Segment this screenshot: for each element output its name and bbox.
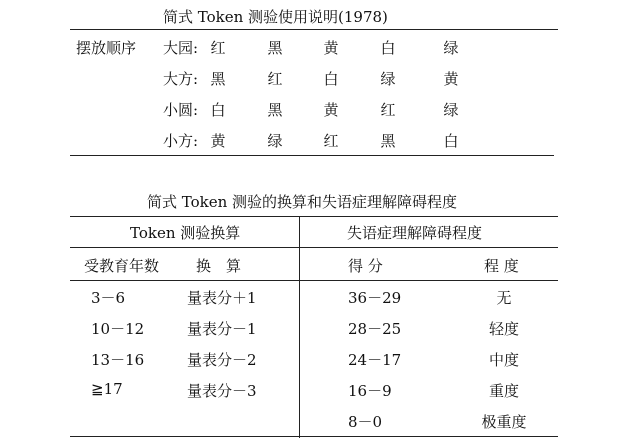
table2-bottom-rule bbox=[70, 436, 558, 437]
score-cell: 8－0 bbox=[348, 413, 383, 431]
color-cell: 黑 bbox=[210, 70, 226, 88]
conversion-cell: 量表分－2 bbox=[187, 351, 257, 369]
conversion-cell: 量表分－3 bbox=[187, 382, 257, 400]
table2-top-rule bbox=[70, 216, 558, 217]
score-cell: 16－9 bbox=[348, 382, 392, 400]
color-cell: 白 bbox=[210, 101, 226, 119]
color-cell: 白 bbox=[443, 132, 459, 150]
color-cell: 白 bbox=[323, 70, 339, 88]
group-header-left: Token 测验换算 bbox=[130, 224, 241, 242]
table1-title: 简式 Token 测验使用说明(1978) bbox=[163, 8, 388, 26]
color-cell: 黄 bbox=[323, 101, 339, 119]
score-cell: 28－25 bbox=[348, 320, 402, 338]
education-cell: 3－6 bbox=[91, 289, 126, 307]
degree-cell: 轻度 bbox=[488, 320, 519, 338]
color-cell: 红 bbox=[323, 132, 339, 150]
color-cell: 黑 bbox=[267, 101, 283, 119]
color-cell: 红 bbox=[380, 101, 396, 119]
color-cell: 黄 bbox=[443, 70, 459, 88]
color-cell: 白 bbox=[380, 39, 396, 57]
shape-label: 小圆: bbox=[163, 101, 199, 119]
color-cell: 红 bbox=[267, 70, 283, 88]
col-header-conversion: 换 算 bbox=[196, 257, 242, 275]
education-cell: ≧17 bbox=[91, 380, 123, 398]
conversion-cell: 量表分－1 bbox=[187, 320, 257, 338]
col-header-degree: 程 度 bbox=[484, 257, 519, 275]
table2-column-divider bbox=[299, 216, 300, 438]
color-cell: 绿 bbox=[380, 70, 396, 88]
table2-group-rule bbox=[70, 247, 558, 248]
color-cell: 绿 bbox=[267, 132, 283, 150]
shape-label: 大园: bbox=[163, 39, 199, 57]
table1-top-rule bbox=[70, 29, 558, 30]
color-cell: 黑 bbox=[380, 132, 396, 150]
group-header-right: 失语症理解障碍程度 bbox=[347, 224, 483, 242]
table2-title: 简式 Token 测验的换算和失语症理解障碍程度 bbox=[147, 193, 458, 211]
degree-cell: 极重度 bbox=[481, 413, 527, 431]
score-cell: 24－17 bbox=[348, 351, 402, 369]
score-cell: 36－29 bbox=[348, 289, 402, 307]
table1-bottom-rule bbox=[70, 155, 554, 156]
table2-header-rule bbox=[70, 280, 558, 281]
shape-label: 大方: bbox=[163, 70, 199, 88]
education-cell: 10－12 bbox=[91, 320, 145, 338]
degree-cell: 无 bbox=[496, 289, 512, 307]
color-cell: 黄 bbox=[323, 39, 339, 57]
table1-row-label: 摆放顺序 bbox=[76, 39, 137, 57]
color-cell: 红 bbox=[210, 39, 226, 57]
color-cell: 绿 bbox=[443, 39, 459, 57]
col-header-score: 得 分 bbox=[348, 257, 383, 275]
conversion-cell: 量表分＋1 bbox=[187, 289, 257, 307]
shape-label: 小方: bbox=[163, 132, 199, 150]
education-cell: 13－16 bbox=[91, 351, 145, 369]
color-cell: 黑 bbox=[267, 39, 283, 57]
col-header-education: 受教育年数 bbox=[84, 257, 160, 275]
color-cell: 绿 bbox=[443, 101, 459, 119]
degree-cell: 中度 bbox=[488, 351, 519, 369]
degree-cell: 重度 bbox=[488, 382, 519, 400]
color-cell: 黄 bbox=[210, 132, 226, 150]
